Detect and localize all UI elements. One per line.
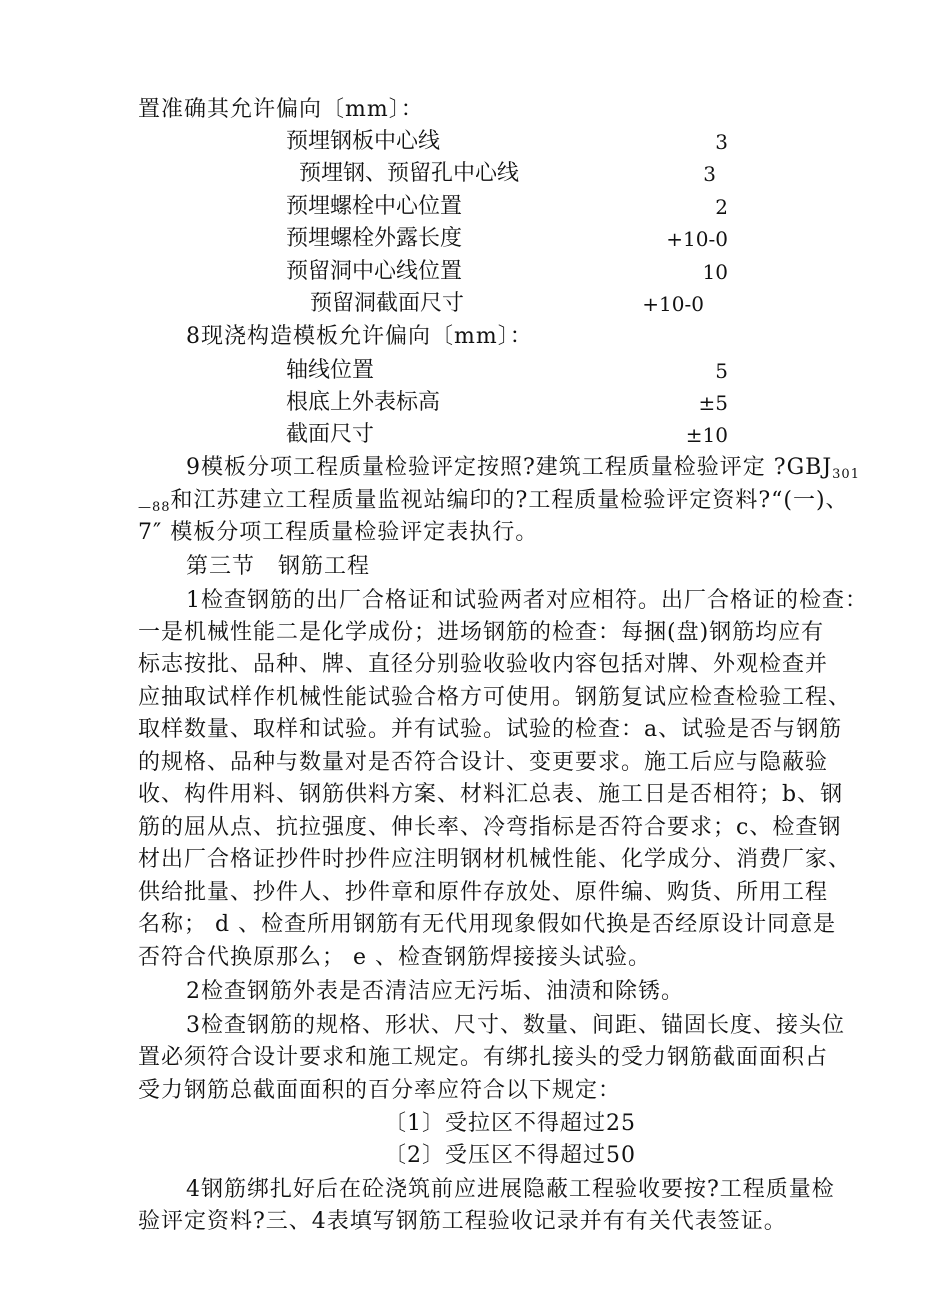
row-label: 预埋钢、预留孔中心线 [299, 161, 520, 186]
p1-line: 否符合代换原那么； e 、检查钢筋焊接接头试验。 [138, 945, 652, 970]
row-label: 根底上外表标高 [286, 390, 441, 415]
p1-line: 收、构件用料、钢筋供料方案、材料汇总表、施工日是否相符；b、钢 [138, 782, 844, 807]
row-value: +10-0 [642, 292, 704, 316]
p1-line: 标志按批、品种、牌、直径分别验收验收内容包括对牌、外观检查并 [138, 652, 829, 677]
section3-title: 第三节 钢筋工程 [186, 554, 371, 579]
p1-line: 应抽取试样作机械性能试验合格方可使用。钢筋复试应检查检验工程、 [138, 685, 852, 710]
p9-line2 [138, 485, 849, 520]
p9-line1-text: 9模板分项工程质量检验评定按照?建筑工程质量检验评定 ?GBJ [186, 455, 833, 480]
p3-item: 〔2〕受压区不得超过50 [384, 1143, 636, 1168]
p1-line: 取样数量、取样和试验。并有试验。试验的检查：a、试验是否与钢筋 [138, 717, 843, 742]
section8-heading: 8现浇构造模板允许偏向〔mm〕： [186, 324, 533, 349]
row-label: 预埋螺栓中心位置 [286, 194, 463, 219]
row-label: 轴线位置 [286, 358, 375, 383]
p1-line: 材出厂合格证抄件时抄件应注明钢材机械性能、化学成分、消费厂家、 [138, 847, 852, 872]
section7-heading: 置准确其允许偏向〔mm〕： [138, 97, 424, 122]
p1-line: 1检查钢筋的出厂合格证和试验两者对应相符。出厂合格证的检查： [186, 588, 868, 613]
row-label: 预留洞中心线位置 [286, 259, 463, 284]
row-label: 预埋钢板中心线 [286, 129, 441, 154]
row-label: 预留洞截面尺寸 [310, 291, 465, 316]
row-label: 预埋螺栓外露长度 [286, 226, 463, 251]
p9-line2-text: 和江苏建立工程质量监视站编印的?工程质量检验评定资料?“(一)、 [170, 488, 849, 513]
p3-line: 受力钢筋总截面面积的百分率应符合以下规定： [138, 1078, 622, 1103]
p1-line: 筋的屈从点、抗拉强度、伸长率、冷弯指标是否符合要求；c、检查钢 [138, 815, 842, 840]
row-label: 截面尺寸 [286, 422, 375, 447]
p1-line: 名称； d 、检查所用钢筋有无代用现象假如代换是否经原设计同意是 [138, 912, 837, 937]
p9-line1 [186, 452, 860, 487]
p1-line: 供给批量、抄件人、抄件章和原件存放处、原件编、购货、所用工程 [138, 880, 829, 905]
p2-line: 2检查钢筋外表是否清洁应无污垢、油渍和除锈。 [186, 979, 684, 1004]
p3-line: 3检查钢筋的规格、形状、尺寸、数量、间距、锚固长度、接头位 [186, 1013, 845, 1038]
p3-item: 〔1〕受拉区不得超过25 [384, 1111, 636, 1136]
row-value: 2 [715, 195, 728, 219]
row-value: 10 [702, 260, 728, 284]
p9-line2-subscript: —88 [138, 500, 171, 515]
p4-line: 4钢筋绑扎好后在砼浇筑前应进展隐蔽工程验收要按?工程质量检 [186, 1177, 835, 1202]
p1-line: 一是机械性能二是化学成份；进场钢筋的检查：每捆(盘)钢筋均应有 [138, 620, 825, 645]
row-value: 3 [703, 162, 716, 186]
row-value: 5 [715, 359, 728, 383]
p1-line: 的规格、品种与数量对是否符合设计、变更要求。施工后应与隐蔽验 [138, 750, 829, 775]
row-value: 3 [715, 130, 728, 154]
row-value: ±10 [685, 423, 728, 447]
p4-line: 验评定资料?三、4表填写钢筋工程验收记录并有有关代表签证。 [138, 1209, 787, 1234]
row-value: +10-0 [666, 227, 728, 251]
p9-line1-subscript: 301 [832, 467, 860, 482]
p3-line: 置必须符合设计要求和施工规定。有绑扎接头的受力钢筋截面面积占 [138, 1045, 829, 1070]
p9-line3: 7″ 模板分项工程质量检验评定表执行。 [138, 520, 539, 545]
row-value: ±5 [698, 391, 728, 415]
